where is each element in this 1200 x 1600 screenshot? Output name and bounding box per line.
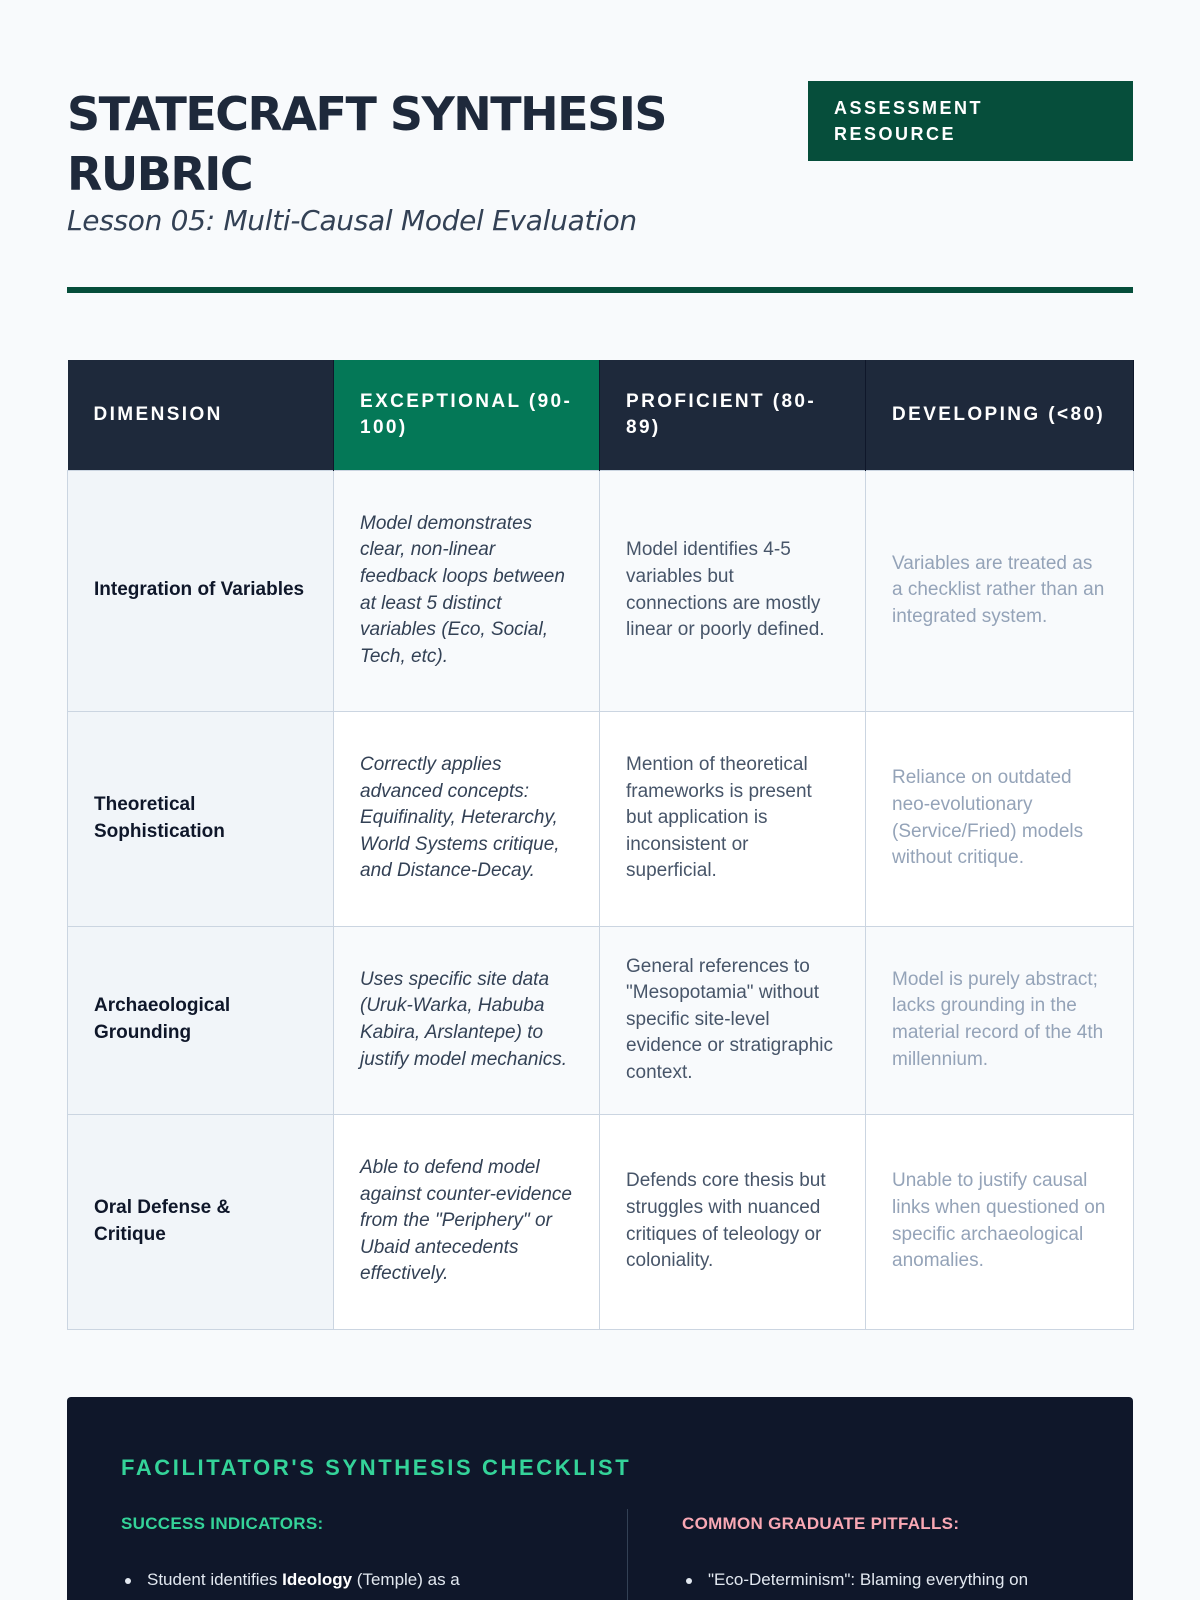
success-item-suffix: (Temple) as a (352, 1570, 460, 1589)
facilitator-checklist (67, 1397, 1133, 1600)
table-row (68, 1114, 1134, 1329)
header-dimension: DIMENSION (68, 360, 334, 470)
exceptional-cell: Uses specific site data (Uruk-Warka, Habuba Kabira, Arslantepe) to justify model mechanics. (334, 926, 600, 1114)
pitfalls-column (682, 1514, 1102, 1592)
dimension-cell: Oral Defense & Critique (68, 1114, 334, 1329)
success-item-prefix: Student identifies (147, 1570, 283, 1589)
pitfalls-list (682, 1568, 1102, 1592)
page-title: STATECRAFT SYNTHESIS RUBRIC (67, 87, 666, 201)
proficient-cell: Model identifies 4-5 variables but connections are mostly linear or poorly defined. (600, 470, 866, 711)
developing-cell: Model is purely abstract; lacks grounding in the material record of the 4th millennium. (866, 926, 1134, 1114)
page-header (67, 78, 1133, 298)
header-proficient: PROFICIENT (80-89) (600, 360, 866, 470)
proficient-cell: General references to "Mesopotamia" without specific site-level evidence or stratigraphic context. (600, 926, 866, 1114)
dimension-cell: Integration of Variables (68, 470, 334, 711)
success-column (121, 1514, 591, 1592)
header-divider (67, 287, 1133, 293)
rubric-page (67, 0, 1133, 1600)
checklist-title: FACILITATOR'S SYNTHESIS CHECKLIST (121, 1455, 632, 1480)
exceptional-cell: Model demonstrates clear, non-linear feedback loops between at least 5 distinct variables (Eco, Social, Tech, etc). (334, 470, 600, 711)
pitfalls-heading: COMMON GRADUATE PITFALLS: (682, 1514, 960, 1533)
developing-cell: Variables are treated as a checklist rather than an integrated system. (866, 470, 1134, 711)
dimension-cell: Theoretical Sophistication (68, 711, 334, 926)
table-row (68, 711, 1134, 926)
developing-cell: Reliance on outdated neo-evolutionary (Service/Fried) models without critique. (866, 711, 1134, 926)
developing-cell: Unable to justify causal links when questioned on specific archaeological anomalies. (866, 1114, 1134, 1329)
exceptional-cell: Able to defend model against counter-evidence from the "Periphery" or Ubaid antecedents effectively. (334, 1114, 600, 1329)
proficient-cell: Defends core thesis but struggles with nuanced critiques of teleology or coloniality. (600, 1114, 866, 1329)
rubric-table (67, 360, 1134, 1330)
proficient-cell: Mention of theoretical frameworks is present but application is inconsistent or superficial. (600, 711, 866, 926)
rubric-header-row (68, 360, 1134, 470)
dimension-cell: Archaeological Grounding (68, 926, 334, 1114)
list-item: "Eco-Determinism": Blaming everything on (682, 1568, 1102, 1592)
header-developing: DEVELOPING (<80) (866, 360, 1134, 470)
table-row (68, 926, 1134, 1114)
success-heading: SUCCESS INDICATORS: (121, 1514, 324, 1533)
exceptional-cell: Correctly applies advanced concepts: Equifinality, Heterarchy, World Systems critique, and Distance-Decay. (334, 711, 600, 926)
assessment-badge: ASSESSMENT RESOURCE (808, 81, 1133, 161)
page-subtitle: Lesson 05: Multi-Causal Model Evaluation (67, 204, 637, 237)
table-row (68, 470, 1134, 711)
column-divider (627, 1509, 628, 1600)
success-list (121, 1568, 591, 1592)
list-item (121, 1568, 591, 1592)
header-exceptional: EXCEPTIONAL (90-100) (334, 360, 600, 470)
success-item-bold: Ideology (282, 1570, 353, 1589)
